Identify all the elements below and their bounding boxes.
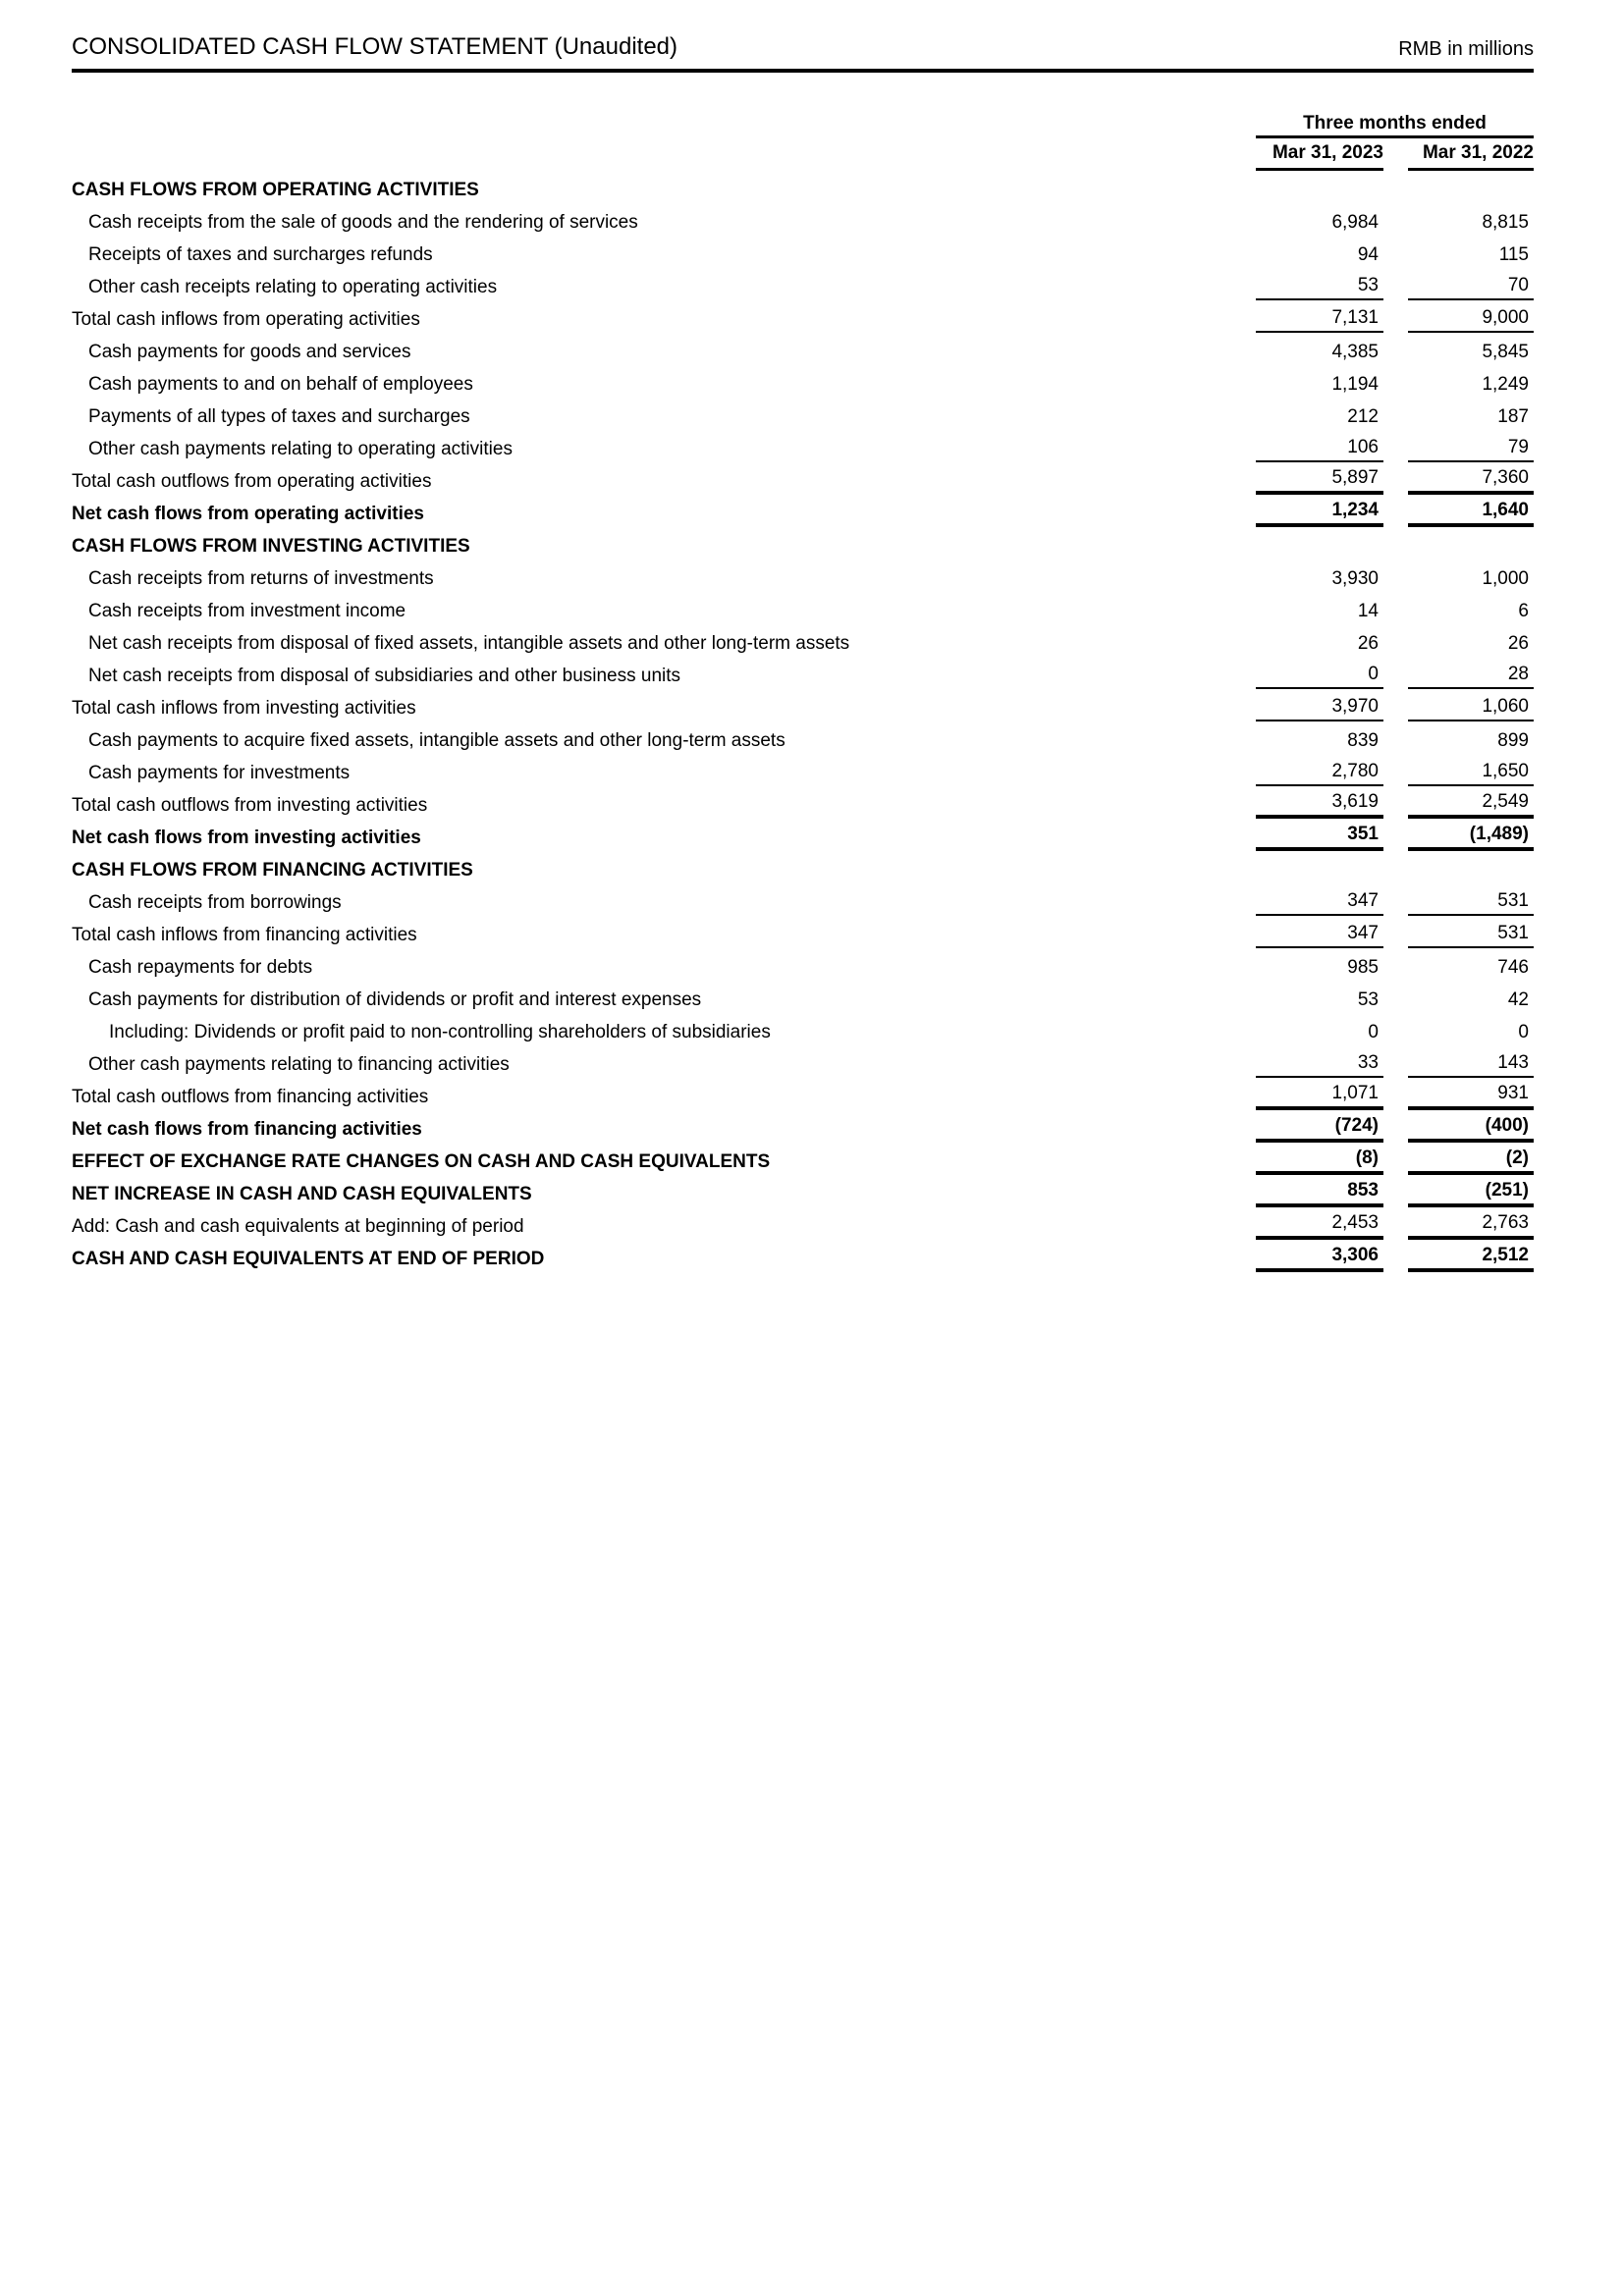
row-value-2022: 26 bbox=[1507, 633, 1529, 654]
row-label: Cash receipts from returns of investments bbox=[88, 568, 434, 589]
row-label: CASH FLOWS FROM FINANCING ACTIVITIES bbox=[72, 860, 473, 881]
table-row bbox=[72, 495, 1534, 527]
row-label: Add: Cash and cash equivalents at beginning of period bbox=[72, 1216, 524, 1237]
row-value-2023: (8) bbox=[1256, 1146, 1383, 1175]
row-value-2022: 6 bbox=[1518, 601, 1529, 621]
table-row bbox=[72, 560, 1534, 592]
row-label: Other cash payments relating to operating activities bbox=[88, 439, 513, 459]
table-row bbox=[72, 365, 1534, 398]
row-value-2023: 5,897 bbox=[1256, 465, 1383, 495]
row-value-2023: 853 bbox=[1256, 1178, 1383, 1207]
table-row bbox=[72, 1045, 1534, 1078]
table-row bbox=[72, 786, 1534, 819]
row-label: Including: Dividends or profit paid to non-controlling shareholders of subsidiaries bbox=[109, 1022, 771, 1042]
row-value-2022: 187 bbox=[1497, 406, 1529, 427]
row-label: Net cash receipts from disposal of subsidiaries and other business units bbox=[88, 666, 681, 686]
col-header-mar-31-2023: Mar 31, 2023 bbox=[1256, 138, 1383, 171]
row-value-2023: 2,780 bbox=[1256, 759, 1383, 786]
table-row bbox=[72, 916, 1534, 948]
row-value-2023: 106 bbox=[1256, 435, 1383, 462]
row-label: Net cash flows from financing activities bbox=[72, 1119, 422, 1140]
row-label: Cash payments to and on behalf of employees bbox=[88, 374, 473, 395]
row-value-2023: 3,619 bbox=[1256, 789, 1383, 819]
table-row bbox=[72, 1110, 1534, 1143]
row-value-2023: 212 bbox=[1347, 406, 1379, 427]
row-value-2022: 7,360 bbox=[1408, 465, 1534, 495]
row-value-2022: 143 bbox=[1408, 1050, 1534, 1078]
row-label: Payments of all types of taxes and surcharges bbox=[88, 406, 470, 427]
row-value-2022: 8,815 bbox=[1482, 212, 1529, 233]
page-title: CONSOLIDATED CASH FLOW STATEMENT (Unaudited) bbox=[72, 33, 678, 60]
period-header: Three months ended bbox=[1256, 112, 1534, 138]
table-row bbox=[72, 883, 1534, 916]
row-value-2023: 53 bbox=[1357, 989, 1379, 1010]
row-label: Net cash flows from operating activities bbox=[72, 504, 424, 524]
table-row bbox=[72, 268, 1534, 300]
row-value-2022: (251) bbox=[1408, 1178, 1534, 1207]
row-value-2022: 2,549 bbox=[1408, 789, 1534, 819]
row-value-2022: 931 bbox=[1408, 1081, 1534, 1110]
table-row bbox=[72, 754, 1534, 786]
row-label: Total cash inflows from investing activities bbox=[72, 698, 416, 719]
row-value-2023: 7,131 bbox=[1256, 305, 1383, 333]
row-label: Total cash outflows from operating activities bbox=[72, 471, 432, 492]
row-value-2023: 33 bbox=[1256, 1050, 1383, 1078]
row-value-2022: 1,640 bbox=[1408, 498, 1534, 527]
row-value-2022: 531 bbox=[1408, 921, 1534, 948]
row-value-2023: 4,385 bbox=[1331, 342, 1379, 362]
document-header bbox=[72, 0, 1534, 73]
row-value-2023: 26 bbox=[1357, 633, 1379, 654]
row-value-2023: 839 bbox=[1347, 730, 1379, 751]
row-label: CASH AND CASH EQUIVALENTS AT END OF PERIOD bbox=[72, 1249, 545, 1269]
row-label: Cash payments to acquire fixed assets, intangible assets and other long-term assets bbox=[88, 730, 785, 751]
col-header-mar-31-2022: Mar 31, 2022 bbox=[1408, 138, 1534, 171]
row-label: Total cash inflows from operating activities bbox=[72, 309, 420, 330]
row-value-2022: 42 bbox=[1507, 989, 1529, 1010]
table-row bbox=[72, 1013, 1534, 1045]
table-row bbox=[72, 171, 1534, 203]
table-row bbox=[72, 527, 1534, 560]
table-row bbox=[72, 981, 1534, 1013]
row-value-2023: 53 bbox=[1256, 273, 1383, 300]
row-label: Other cash payments relating to financing activities bbox=[88, 1054, 510, 1075]
row-label: CASH FLOWS FROM INVESTING ACTIVITIES bbox=[72, 536, 470, 557]
row-label: Net cash flows from investing activities bbox=[72, 828, 421, 848]
row-label: Cash receipts from investment income bbox=[88, 601, 406, 621]
row-value-2022: 1,000 bbox=[1482, 568, 1529, 589]
row-label: CASH FLOWS FROM OPERATING ACTIVITIES bbox=[72, 180, 479, 200]
row-value-2023: 2,453 bbox=[1256, 1210, 1383, 1240]
row-value-2022: (1,489) bbox=[1408, 822, 1534, 851]
row-value-2022: 531 bbox=[1408, 888, 1534, 916]
row-value-2022: 115 bbox=[1498, 244, 1529, 265]
column-header-row bbox=[72, 138, 1534, 171]
row-value-2023: 351 bbox=[1256, 822, 1383, 851]
row-label: Other cash receipts relating to operating activities bbox=[88, 277, 498, 297]
row-label: Cash receipts from borrowings bbox=[88, 892, 342, 913]
row-value-2022: 9,000 bbox=[1408, 305, 1534, 333]
row-value-2022: 70 bbox=[1408, 273, 1534, 300]
row-value-2023: 3,306 bbox=[1256, 1243, 1383, 1272]
table-row bbox=[72, 624, 1534, 657]
table-row bbox=[72, 948, 1534, 981]
table-row bbox=[72, 430, 1534, 462]
row-label: Total cash outflows from investing activities bbox=[72, 795, 428, 816]
row-value-2022: 1,060 bbox=[1408, 694, 1534, 721]
row-label: EFFECT OF EXCHANGE RATE CHANGES ON CASH AND CASH EQUIVALENTS bbox=[72, 1151, 771, 1172]
row-value-2023: 3,930 bbox=[1331, 568, 1379, 589]
row-value-2022: 2,512 bbox=[1408, 1243, 1534, 1272]
row-label: Cash repayments for debts bbox=[88, 957, 313, 978]
period-header-row bbox=[72, 112, 1534, 138]
table-row bbox=[72, 300, 1534, 333]
table-row bbox=[72, 462, 1534, 495]
table-row bbox=[72, 1078, 1534, 1110]
table-row bbox=[72, 398, 1534, 430]
table-row bbox=[72, 592, 1534, 624]
row-label: Net cash receipts from disposal of fixed assets, intangible assets and other long-term assets bbox=[88, 633, 850, 654]
row-value-2023: 14 bbox=[1357, 601, 1379, 621]
row-value-2022: (2) bbox=[1408, 1146, 1534, 1175]
table-row bbox=[72, 689, 1534, 721]
row-value-2023: (724) bbox=[1256, 1113, 1383, 1143]
row-value-2022: 2,763 bbox=[1408, 1210, 1534, 1240]
row-value-2022: 899 bbox=[1497, 730, 1529, 751]
row-label: Total cash inflows from financing activities bbox=[72, 925, 417, 945]
table-row bbox=[72, 851, 1534, 883]
row-value-2023: 1,194 bbox=[1331, 374, 1379, 395]
row-value-2023: 1,071 bbox=[1256, 1081, 1383, 1110]
table-row bbox=[72, 203, 1534, 236]
table-row bbox=[72, 333, 1534, 365]
table-row bbox=[72, 236, 1534, 268]
row-label: Cash payments for goods and services bbox=[88, 342, 411, 362]
row-label: Total cash outflows from financing activities bbox=[72, 1087, 429, 1107]
row-value-2022: 79 bbox=[1408, 435, 1534, 462]
row-value-2023: 94 bbox=[1357, 244, 1379, 265]
table-row bbox=[72, 1207, 1534, 1240]
row-value-2022: 0 bbox=[1518, 1022, 1529, 1042]
row-value-2022: 1,249 bbox=[1482, 374, 1529, 395]
table-row bbox=[72, 1240, 1534, 1272]
table-row bbox=[72, 657, 1534, 689]
row-value-2022: (400) bbox=[1408, 1113, 1534, 1143]
row-value-2023: 0 bbox=[1256, 662, 1383, 689]
row-label: NET INCREASE IN CASH AND CASH EQUIVALENTS bbox=[72, 1184, 532, 1204]
table-row bbox=[72, 819, 1534, 851]
row-value-2023: 0 bbox=[1368, 1022, 1379, 1042]
row-value-2022: 5,845 bbox=[1482, 342, 1529, 362]
cash-flow-rows bbox=[72, 171, 1534, 1272]
row-label: Cash receipts from the sale of goods and the rendering of services bbox=[88, 212, 638, 233]
row-value-2023: 3,970 bbox=[1256, 694, 1383, 721]
row-label: Receipts of taxes and surcharges refunds bbox=[88, 244, 433, 265]
row-value-2022: 28 bbox=[1408, 662, 1534, 689]
row-label: Cash payments for investments bbox=[88, 763, 351, 783]
table-row bbox=[72, 1175, 1534, 1207]
row-value-2022: 746 bbox=[1497, 957, 1529, 978]
row-value-2023: 6,984 bbox=[1331, 212, 1379, 233]
table-row bbox=[72, 1143, 1534, 1175]
row-value-2022: 1,650 bbox=[1408, 759, 1534, 786]
row-value-2023: 1,234 bbox=[1256, 498, 1383, 527]
unit-label: RMB in millions bbox=[1398, 38, 1534, 60]
row-label: Cash payments for distribution of dividends or profit and interest expenses bbox=[88, 989, 702, 1010]
row-value-2023: 347 bbox=[1256, 888, 1383, 916]
row-value-2023: 347 bbox=[1256, 921, 1383, 948]
table-row bbox=[72, 721, 1534, 754]
row-value-2023: 985 bbox=[1347, 957, 1379, 978]
